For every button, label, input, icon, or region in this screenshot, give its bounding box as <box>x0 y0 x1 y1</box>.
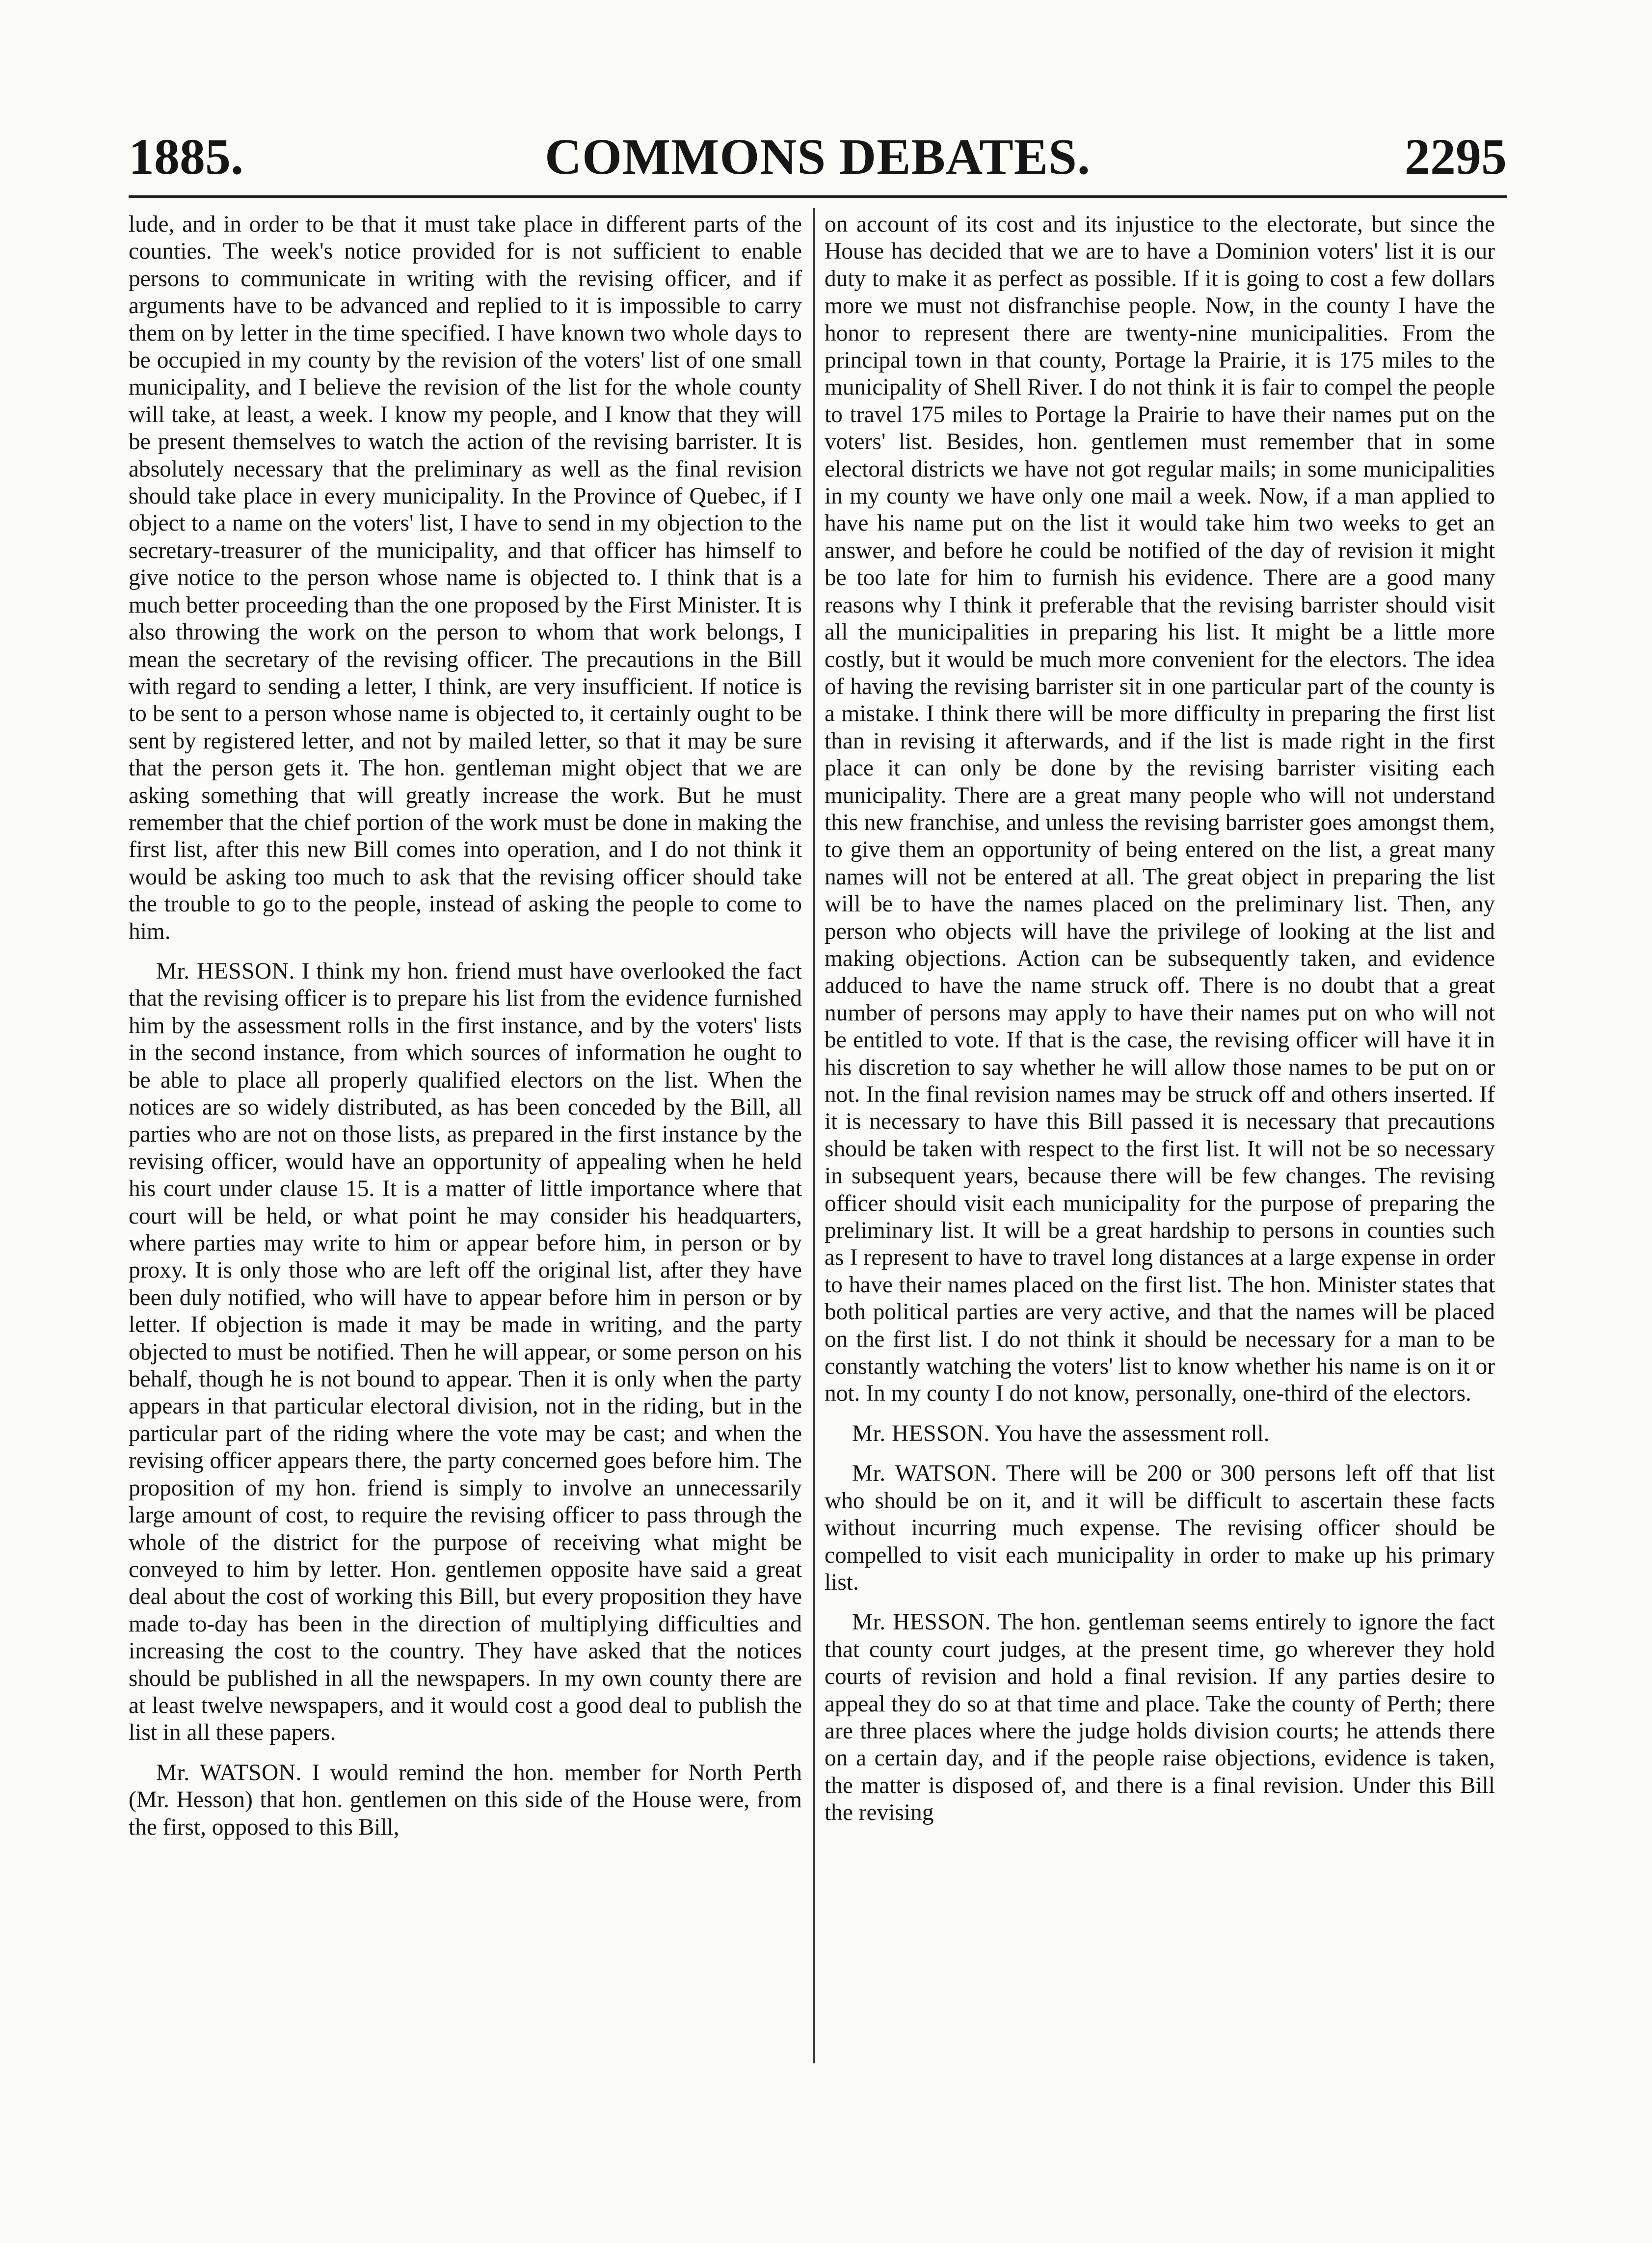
right-paragraph-3 <box>825 1460 1495 1596</box>
left-paragraph-3-text: I would remind the hon. member for North Perth (Mr. Hesson) that hon. gentlemen on this side of the House were, from the first, opposed to this Bill, <box>129 1760 802 1840</box>
left-paragraph-1-text: lude, and in order to be that it must take place in different parts of the counties. The week's notice provided for is not sufficient to enable persons to communicate in writing with the revising officer, and if arguments have to be advanced and replied to it is impossible to carry them on by letter in the time specified. I have known two whole days to be occupied in my county by the revision of the voters' list of one small municipality, and I believe the revision of the list for the whole county will take, at least, a week. I know my people, and I know that they will be present themselves to watch the action of the revising barrister. It is absolutely necessary that the preliminary as well as the final revision should take place in every municipality. In the Province of Quebec, if I object to a name on the voters' list, I have to send in my objection to the secretary-treasurer of the municipality, and that officer has himself to give notice to the person whose name is objected to. I think that is a much better proceeding than the one proposed by the First Minister. It is also throwing the work on the person to whom that work belongs, I mean the secretary of the revising officer. The precautions in the Bill with regard to sending a letter, I think, are very insufficient. If notice is to be sent to a person whose name is objected to, it certainly ought to be sent by registered letter, and not by mailed letter, so that it may be sure that the person gets it. The hon. gentleman might object that we are asking something that will greatly increase the work. But he must remember that the chief portion of the work must be done in making the first list, after this new Bill comes into operation, and I do not think it would be asking too much to ask that the revising officer should take the trouble to go to the people, instead of asking the people to come to him. <box>129 212 802 944</box>
speaker-name: Mr. WATSON. <box>156 1760 302 1786</box>
right-column <box>825 211 1495 1827</box>
speaker-name: Mr. WATSON. <box>852 1461 997 1487</box>
speaker-name: Mr. HESSON. <box>852 1609 991 1635</box>
right-paragraph-4 <box>825 1609 1495 1826</box>
header-year: 1885. <box>129 129 243 185</box>
header-page-number: 2295 <box>1405 129 1507 185</box>
header-rule <box>129 195 1507 198</box>
left-paragraph-1 <box>129 211 802 945</box>
speaker-name: Mr. HESSON. <box>852 1420 990 1446</box>
right-paragraph-2-text: You have the assessment roll. <box>994 1420 1270 1446</box>
right-paragraph-2 <box>825 1420 1495 1447</box>
header-title: COMMONS DEBATES. <box>545 129 1091 185</box>
left-paragraph-2-text: I think my hon. friend must have overlooked the fact that the revising officer is to prepare his list from the evidence furnished him by the assessment rolls in the first instance, and by the voters' lists in the second instance, from which sources of information he ought to be able to place all properly qualified electors on the list. When the notices are so widely distributed, as has been conceded by the Bill, all parties who are not on those lists, as prepared in the first instance by the revising officer, would have an opportunity of appealing when he held his court under clause 15. It is a matter of little importance where that court will be held, or what point he may consider his headquarters, where parties may write to him or appear before him, in person or by proxy. It is only those who are left off the original list, after they have been duly notified, who will have to appear before him in person or by letter. If objection is made it may be made in writing, and the party objected to must be notified. Then he will appear, or some person on his behalf, though he is not bound to appear. Then it is only when the party appears in that particular electoral division, not in the riding, but in the particular part of the riding where the vote may be cast; and when the revising officer appears there, the party concerned goes before him. The proposition of my hon. friend is simply to involve an unnecessarily large amount of cost, to require the revising officer to pass through the whole of the district for the purpose of receiving what might be conveyed to him by letter. Hon. gentlemen opposite have said a great deal about the cost of working this Bill, but every proposition they have made to-day has been in the direction of multiplying difficulties and increasing the cost to the country. They have asked that the notices should be published in all the newspapers. In my own county there are at least twelve newspapers, and it would cost a good deal to publish the list in all these papers. <box>129 958 802 1746</box>
right-paragraph-3-text: There will be 200 or 300 persons left off that list who should be on it, and it will be difficult to ascertain these facts without incurring much expense. The revising officer should be compelled to visit each municipality in order to make up his primary list. <box>825 1461 1495 1595</box>
page-header <box>129 130 1507 189</box>
left-column <box>129 211 802 1841</box>
left-paragraph-2 <box>129 958 802 1747</box>
right-paragraph-4-text: The hon. gentleman seems entirely to ignore the fact that county court judges, at the present time, go wherever they hold courts of revision and hold a final revision. If any parties desire to appeal they do so at that time and place. Take the county of Perth; there are three places where the judge holds division courts; he attends there on a certain day, and if the people raise objections, evidence is taken, the matter is disposed of, and there is a final revision. Under this Bill the revising <box>825 1609 1495 1826</box>
speaker-name: Mr. HESSON. <box>156 958 295 984</box>
column-divider <box>813 208 815 2063</box>
right-paragraph-1 <box>825 211 1495 1408</box>
left-paragraph-3 <box>129 1760 802 1841</box>
right-paragraph-1-text: on account of its cost and its injustice to the electorate, but since the House has decided that we are to have a Dominion voters' list it is our duty to make it as perfect as possible. If it is going to cost a few dollars more we must not disfranchise people. Now, in the county I have the honor to represent there are twenty-nine municipalities. From the principal town in that county, Portage la Prairie, it is 175 miles to the municipality of Shell River. I do not think it is fair to compel the people to travel 175 miles to Portage la Prairie to have their names put on the voters' list. Besides, hon. gentlemen must remember that in some electoral districts we have not got regular mails; in some municipalities in my county we have only one mail a week. Now, if a man applied to have his name put on the list it would take him two weeks to get an answer, and before he could be notified of the day of revision it might be too late for him to furnish his evidence. There are a good many reasons why I think it preferable that the revising barrister should visit all the municipalities in preparing his list. It might be a little more costly, but it would be much more convenient for the electors. The idea of having the revising barrister sit in one particular part of the county is a mistake. I think there will be more difficulty in preparing the first list than in revising it afterwards, and if the list is made right in the first place it can only be done by the revising barrister visiting each municipality. There are a great many people who will not understand this new franchise, and unless the revising barrister goes amongst them, to give them an opportunity of being entered on the list, a great many names will not be entered at all. The great object in preparing the list will be to have the names placed on the preliminary list. Then, any person who objects will have the privilege of looking at the list and making objections. Action can be subsequently taken, and evidence adduced to have the name struck off. There is no doubt that a great number of persons may apply to have their names put on who will not be entitled to vote. If that is the case, the revising officer will have it in his discretion to say whether he will allow those names to be put on or not. In the final revision names may be struck off and others inserted. If it is necessary to have this Bill passed it is necessary that precautions should be taken with respect to the first list. It will not be so necessary in subsequent years, because there will be few changes. The revising officer should visit each municipality for the purpose of preparing the preliminary list. It will be a great hardship to persons in counties such as I represent to have to travel long distances at a large expense in order to have their names placed on the first list. The hon. Minister states that both political parties are very active, and that the names will be placed on the first list. I do not think it should be necessary for a man to be constantly watching the voters' list to know whether his name is on it or not. In my county I do not know, personally, one-third of the electors. <box>825 212 1495 1407</box>
